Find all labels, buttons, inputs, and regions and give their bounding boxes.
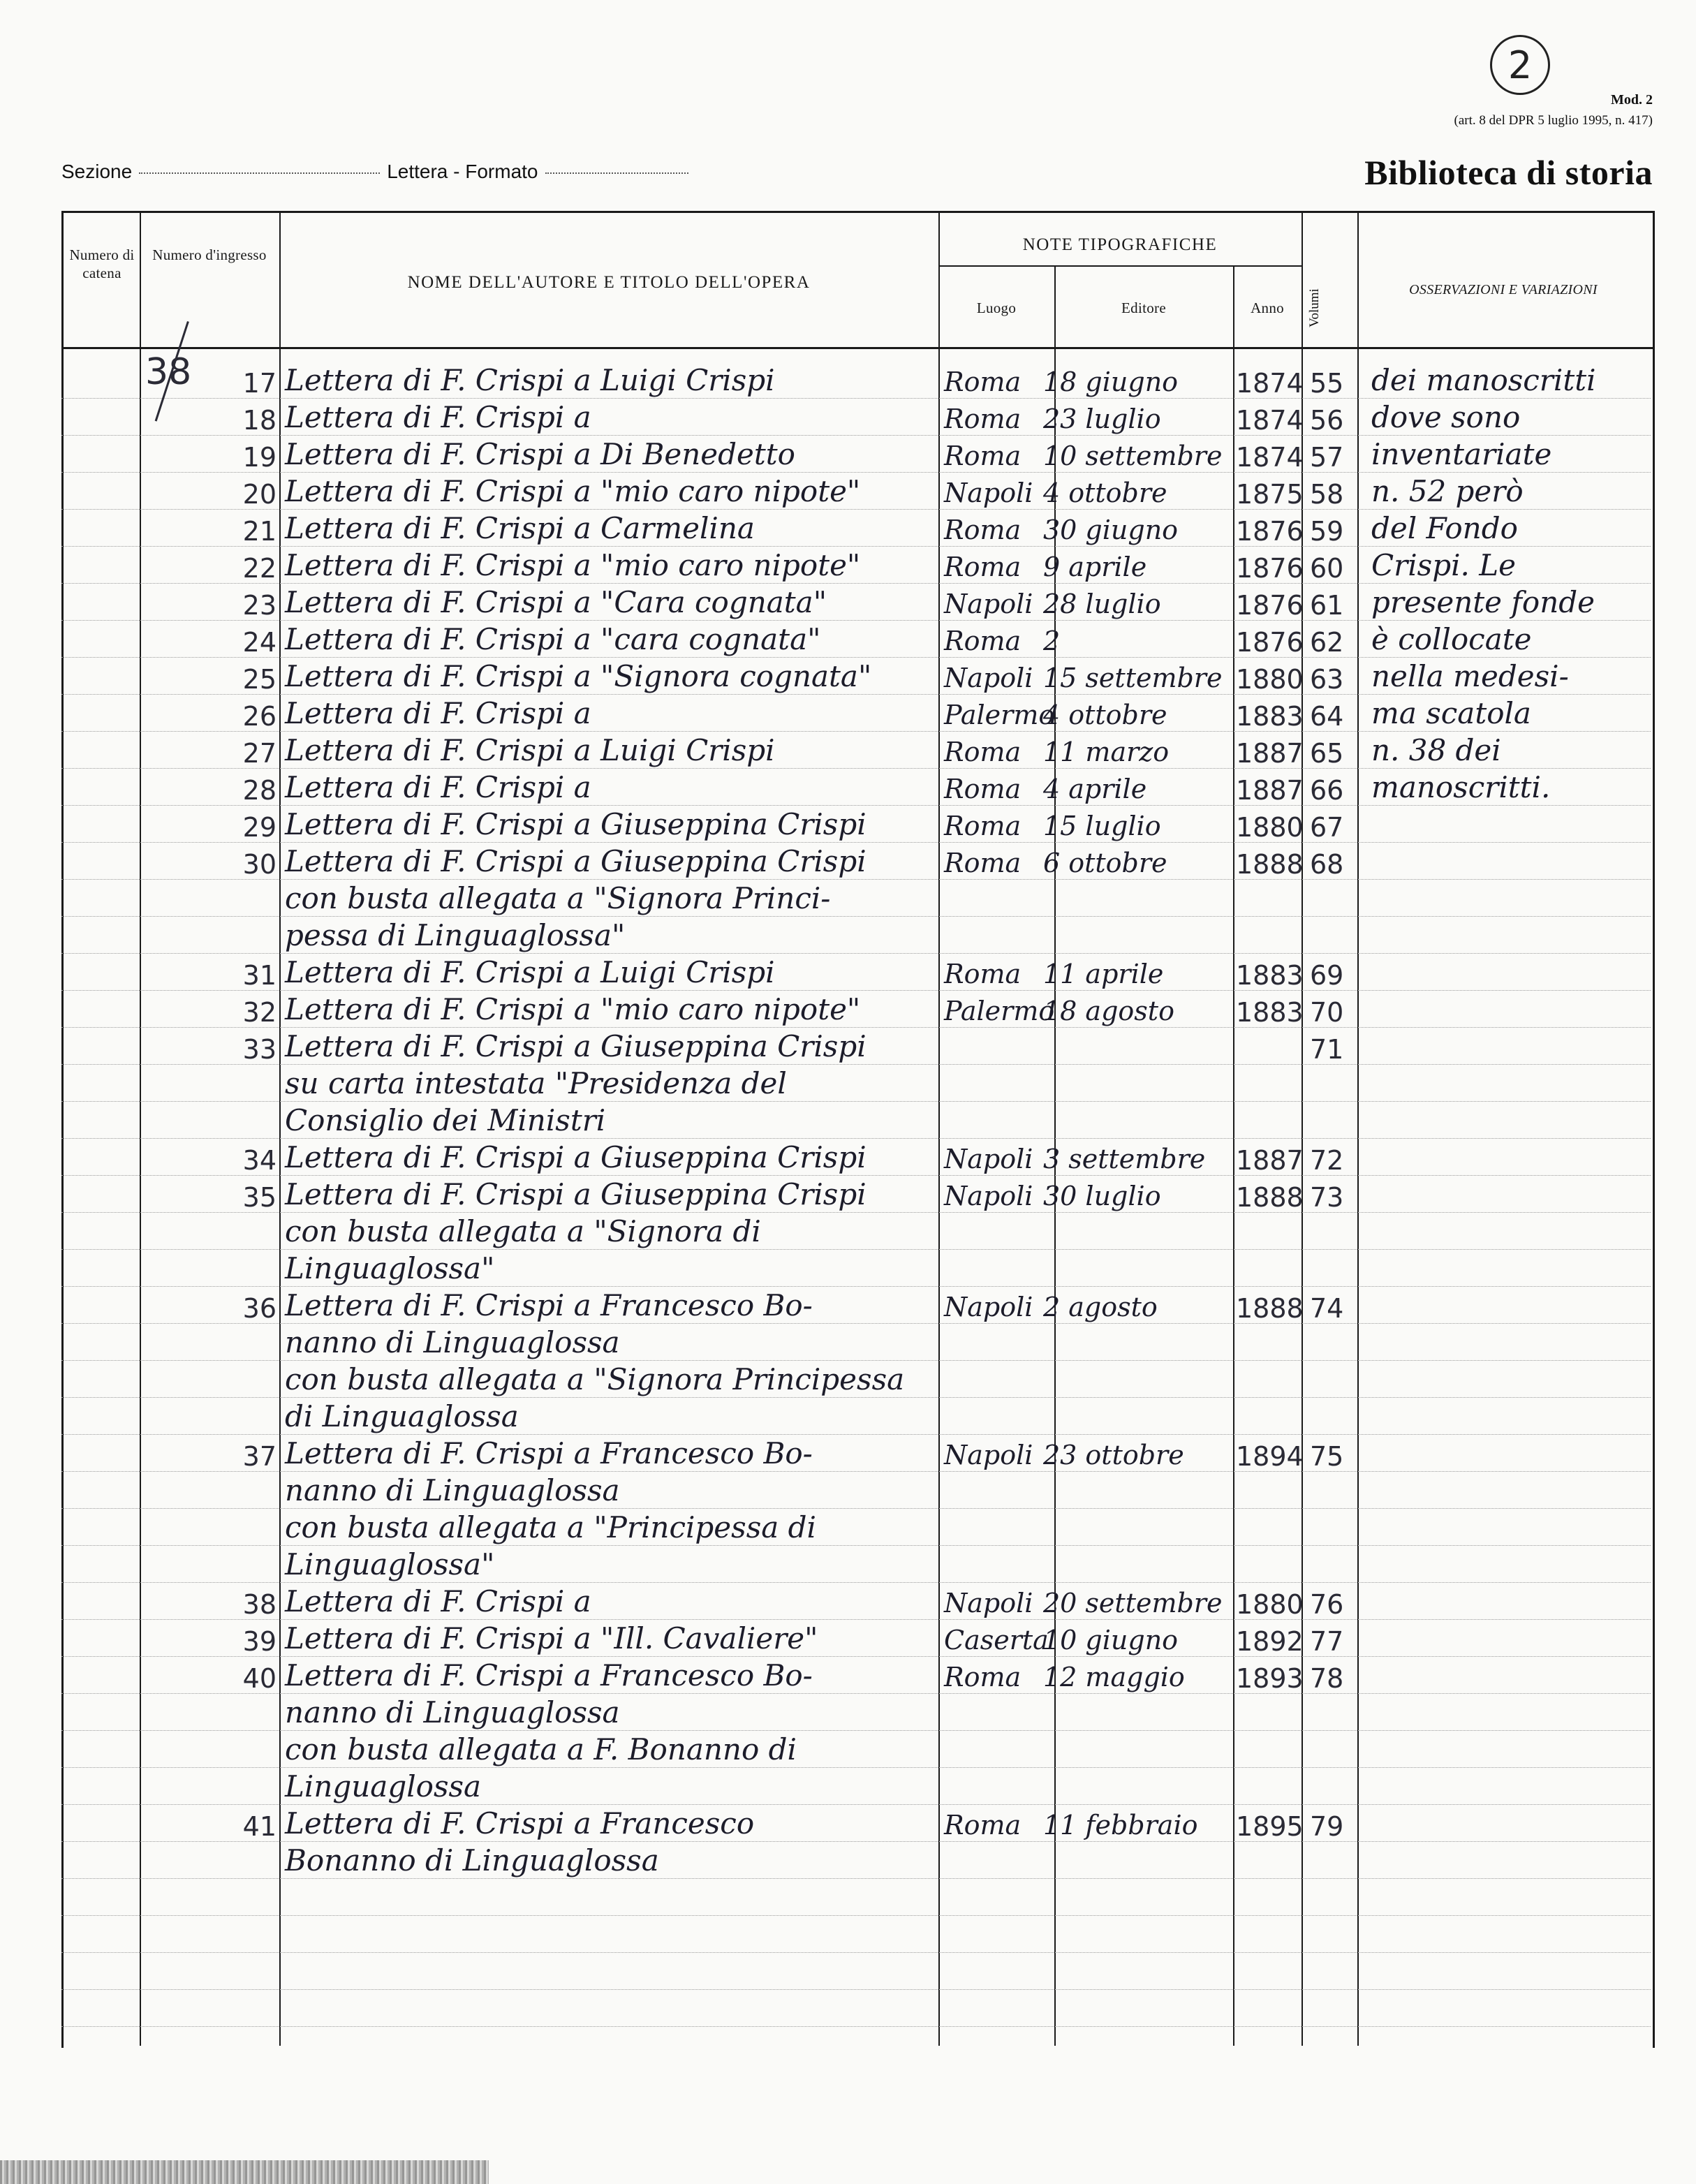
entry-volume: 68 [1310,849,1344,880]
entry-luogo: Roma [944,774,1022,804]
row-rule [61,620,1651,621]
entry-volume: 73 [1310,1182,1344,1213]
entry-title: Lettera di F. Crispi a Francesco Bo- [285,1658,813,1692]
column-line [1357,211,1359,2046]
entry-ingresso-number: 27 [242,738,276,769]
row-rule [61,1508,1651,1509]
entry-luogo: Roma [944,1662,1022,1692]
entry-anno: 1874 [1236,405,1304,436]
entry-luogo: Roma [944,737,1022,767]
entry-volume: 76 [1310,1589,1344,1620]
entry-volume: 64 [1310,701,1344,732]
entry-anno: 1888 [1236,849,1304,880]
entry-title: con busta allegata a "Signora Principessa [285,1362,905,1396]
column-line [279,211,281,2046]
header-volumi: Volumi [1307,288,1322,327]
entry-anno: 1887 [1236,1145,1304,1176]
row-rule [61,1434,1651,1435]
row-rule [61,805,1651,806]
entry-title: Linguaglossa [285,1769,482,1803]
entry-title: Lettera di F. Crispi a "mio caro nipote" [285,992,861,1026]
header-bottom-rule [61,347,1653,349]
catena-mark: 38 [145,351,192,393]
entry-title: Lettera di F. Crispi a "Ill. Cavaliere" [285,1621,818,1655]
entry-ingresso-number: 36 [242,1293,276,1324]
row-rule [61,1286,1651,1287]
observation-line: manoscritti. [1371,770,1551,804]
entry-editore-date: 9 aprile [1043,552,1147,582]
section-format-line [61,161,695,183]
row-rule [61,1693,1651,1694]
entry-anno: 1880 [1236,664,1304,695]
entry-editore-date: 10 settembre [1043,441,1223,471]
entry-ingresso-number: 29 [242,812,276,843]
entry-luogo: Palermo [944,700,1055,730]
entry-anno: 1883 [1236,960,1304,991]
entry-anno: 1875 [1236,479,1304,510]
row-rule [61,1138,1651,1139]
header-editore: Editore [1121,300,1166,316]
entry-title: con busta allegata a "Signora Princi- [285,881,831,915]
entry-title: Lettera di F. Crispi a Luigi Crispi [285,955,775,989]
entry-anno: 1880 [1236,1589,1304,1620]
mod-label: Mod. 2 [1611,92,1653,108]
entry-editore-date: 3 settembre [1043,1144,1206,1174]
entry-editore-date: 6 ottobre [1043,848,1167,878]
entry-title: Linguaglossa" [285,1251,495,1285]
entry-volume: 55 [1310,368,1344,399]
entry-luogo: Napoli [944,663,1033,693]
entry-luogo: Roma [944,811,1022,841]
entry-luogo: Napoli [944,478,1033,508]
entry-title: Lettera di F. Crispi a Francesco Bo- [285,1436,813,1470]
row-rule [61,546,1651,547]
scan-artifact [0,2160,489,2184]
row-rule [61,768,1651,769]
row-rule [61,1471,1651,1472]
entry-volume: 60 [1310,553,1344,584]
entry-anno: 1874 [1236,368,1304,399]
row-rule [61,879,1651,880]
lettera-formato-field [545,172,688,174]
entry-luogo: Roma [944,367,1022,397]
row-rule [61,509,1651,510]
entry-title: Lettera di F. Crispi a "mio caro nipote" [285,548,861,582]
entry-title: Lettera di F. Crispi a "mio caro nipote" [285,474,861,508]
entry-title: Lettera di F. Crispi a [285,1584,591,1618]
row-rule [61,1397,1651,1398]
entry-anno: 1876 [1236,553,1304,584]
entry-editore-date: 12 maggio [1043,1662,1185,1692]
entry-title: Lettera di F. Crispi a "cara cognata" [285,622,821,656]
entry-ingresso-number: 26 [242,701,276,732]
entry-ingresso-number: 34 [242,1145,276,1176]
entry-ingresso-number: 33 [242,1034,276,1065]
observation-line: n. 38 dei [1371,733,1501,767]
row-rule [61,1064,1651,1065]
entry-title: Lettera di F. Crispi a [285,770,591,804]
entry-volume: 58 [1310,479,1344,510]
observation-line: presente fonde [1371,585,1595,619]
entry-ingresso-number: 24 [242,627,276,658]
entry-editore-date: 23 ottobre [1043,1440,1184,1470]
entry-anno: 1876 [1236,590,1304,621]
entry-anno: 1876 [1236,516,1304,547]
entry-ingresso-number: 19 [242,442,276,473]
observation-line: dei manoscritti [1371,363,1596,397]
entry-editore-date: 4 ottobre [1043,478,1167,508]
entry-anno: 1883 [1236,997,1304,1028]
row-rule [61,1656,1651,1657]
decree-reference: (art. 8 del DPR 5 luglio 1995, n. 417) [1454,113,1653,128]
entry-luogo: Napoli [944,1181,1033,1211]
sezione-field [139,172,380,174]
column-line [1233,265,1234,2046]
entry-editore-date: 4 aprile [1043,774,1147,804]
entry-volume: 74 [1310,1293,1344,1324]
entry-title: nanno di Linguaglossa [285,1695,620,1729]
entry-editore-date: 2 agosto [1043,1292,1158,1322]
entry-title: nanno di Linguaglossa [285,1473,620,1507]
entry-volume: 59 [1310,516,1344,547]
entry-title: Lettera di F. Crispi a Luigi Crispi [285,733,775,767]
entry-volume: 56 [1310,405,1344,436]
entry-luogo: Napoli [944,589,1033,619]
row-rule [61,1952,1651,1953]
entry-anno: 1883 [1236,701,1304,732]
entry-anno: 1880 [1236,812,1304,843]
entry-editore-date: 2 [1043,626,1061,656]
entry-luogo: Roma [944,404,1022,434]
lettera-formato-label: Lettera - Formato [387,161,538,182]
header-anno: Anno [1251,300,1284,316]
entry-title: Lettera di F. Crispi a Giuseppina Crispi [285,807,867,841]
entry-anno: 1876 [1236,627,1304,658]
row-rule [61,1175,1651,1176]
entry-title: Lettera di F. Crispi a Di Benedetto [285,437,795,471]
entry-anno: 1887 [1236,775,1304,806]
row-rule [61,1582,1651,1583]
row-rule [61,398,1651,399]
entry-luogo: Napoli [944,1292,1033,1322]
entry-luogo: Roma [944,959,1022,989]
entry-title: Lettera di F. Crispi a Luigi Crispi [285,363,775,397]
entry-volume: 71 [1310,1034,1344,1065]
observation-line: è collocate [1371,622,1532,656]
entry-editore-date: 11 aprile [1043,959,1164,989]
observation-line: dove sono [1371,400,1521,434]
observation-line: Crispi. Le [1371,548,1516,582]
entry-ingresso-number: 22 [242,553,276,584]
entry-title: Lettera di F. Crispi a Francesco [285,1806,755,1840]
entry-ingresso-number: 40 [242,1663,276,1694]
entry-luogo: Roma [944,1810,1022,1840]
entry-title: di Linguaglossa [285,1399,519,1433]
sezione-label: Sezione [61,161,133,182]
entry-ingresso-number: 37 [242,1441,276,1472]
entry-editore-date: 30 luglio [1043,1181,1161,1211]
entry-title: Lettera di F. Crispi a [285,696,591,730]
entry-luogo: Roma [944,848,1022,878]
entry-luogo: Napoli [944,1144,1033,1174]
entry-editore-date: 11 febbraio [1043,1810,1198,1840]
entry-ingresso-number: 21 [242,516,276,547]
library-title: Biblioteca di storia [1364,153,1653,192]
observation-line: nella medesi- [1371,659,1569,693]
entry-title: Consiglio dei Ministri [285,1103,606,1137]
entry-editore-date: 11 marzo [1043,737,1170,767]
entry-volume: 72 [1310,1145,1344,1176]
row-rule [61,657,1651,658]
entry-anno: 1874 [1236,442,1304,473]
entry-title: Bonanno di Linguaglossa [285,1843,659,1877]
entry-ingresso-number: 32 [242,997,276,1028]
entry-volume: 79 [1310,1811,1344,1842]
row-rule [61,583,1651,584]
entry-luogo: Palermo [944,996,1055,1026]
header-nome-autore: NOME DELL'AUTORE E TITOLO DELL'OPERA [407,273,811,292]
row-rule [61,1767,1651,1768]
header-luogo: Luogo [976,300,1017,316]
circled-page-number: 2 [1490,35,1550,95]
observation-line: del Fondo [1371,511,1518,545]
entry-ingresso-number: 20 [242,479,276,510]
entry-anno: 1887 [1236,738,1304,769]
row-rule [61,842,1651,843]
entry-title: nanno di Linguaglossa [285,1325,620,1359]
observation-line: ma scatola [1371,696,1531,730]
row-rule [61,953,1651,954]
entry-anno: 1895 [1236,1811,1304,1842]
entry-ingresso-number: 28 [242,775,276,806]
entry-ingresso-number: 30 [242,849,276,880]
row-rule [61,1360,1651,1361]
row-rule [61,694,1651,695]
entry-title: Lettera di F. Crispi a [285,400,591,434]
entry-volume: 63 [1310,664,1344,695]
row-rule [61,1027,1651,1028]
row-rule [61,1804,1651,1805]
entry-ingresso-number: 39 [242,1626,276,1657]
entry-luogo: Napoli [944,1588,1033,1618]
entry-luogo: Roma [944,441,1022,471]
header-numero-ingresso: Numero d'ingresso [152,246,267,263]
entry-title: su carta intestata "Presidenza del [285,1066,787,1100]
entry-editore-date: 15 luglio [1043,811,1161,841]
row-rule [61,1101,1651,1102]
entry-title: con busta allegata a "Principessa di [285,1510,816,1544]
row-rule [61,990,1651,991]
row-rule [61,1212,1651,1213]
row-rule [61,435,1651,436]
entry-editore-date: 18 agosto [1043,996,1174,1026]
row-rule [61,1989,1651,1990]
entry-title: Lettera di F. Crispi a Giuseppina Crispi [285,1140,867,1174]
entry-editore-date: 30 giugno [1043,515,1179,545]
entry-editore-date: 20 settembre [1043,1588,1223,1618]
entry-title: con busta allegata a F. Bonanno di [285,1732,797,1766]
row-rule [61,2026,1651,2027]
entry-editore-date: 28 luglio [1043,589,1161,619]
entry-luogo: Caserta [944,1625,1049,1655]
entry-ingresso-number: 35 [242,1182,276,1213]
entry-ingresso-number: 17 [242,368,276,399]
entry-title: Lettera di F. Crispi a "Cara cognata" [285,585,827,619]
entry-title: Lettera di F. Crispi a Giuseppina Crispi [285,844,867,878]
entry-title: Lettera di F. Crispi a Francesco Bo- [285,1288,813,1322]
entry-ingresso-number: 38 [242,1589,276,1620]
entry-anno: 1888 [1236,1293,1304,1324]
entry-editore-date: 4 ottobre [1043,700,1167,730]
entry-volume: 62 [1310,627,1344,658]
entry-anno: 1894 [1236,1441,1304,1472]
entry-luogo: Roma [944,515,1022,545]
row-rule [61,1841,1651,1842]
entry-ingresso-number: 41 [242,1811,276,1842]
entry-anno: 1893 [1236,1663,1304,1694]
entry-title: Lettera di F. Crispi a Giuseppina Crispi [285,1177,867,1211]
entry-ingresso-number: 31 [242,960,276,991]
column-line [140,211,141,2046]
entry-volume: 77 [1310,1626,1344,1657]
note-tipografiche-divider [938,265,1302,267]
entry-volume: 61 [1310,590,1344,621]
row-rule [61,1323,1651,1324]
entry-luogo: Roma [944,552,1022,582]
entry-volume: 57 [1310,442,1344,473]
entry-volume: 66 [1310,775,1344,806]
entry-luogo: Roma [944,626,1022,656]
entry-title: Linguaglossa" [285,1547,495,1581]
entry-volume: 67 [1310,812,1344,843]
entry-ingresso-number: 25 [242,664,276,695]
row-rule [61,731,1651,732]
entry-editore-date: 18 giugno [1043,367,1179,397]
observation-line: inventariate [1371,437,1552,471]
row-rule [61,1878,1651,1879]
entry-volume: 78 [1310,1663,1344,1694]
entry-title: Lettera di F. Crispi a Carmelina [285,511,755,545]
row-rule [61,916,1651,917]
entry-ingresso-number: 23 [242,590,276,621]
entry-editore-date: 15 settembre [1043,663,1223,693]
entry-volume: 70 [1310,997,1344,1028]
header-osservazioni: OSSERVAZIONI E VARIAZIONI [1409,282,1598,297]
entry-anno: 1888 [1236,1182,1304,1213]
entry-title: Lettera di F. Crispi a "Signora cognata" [285,659,872,693]
entry-anno: 1892 [1236,1626,1304,1657]
entry-volume: 69 [1310,960,1344,991]
entry-volume: 65 [1310,738,1344,769]
header-note-tipografiche: NOTE TIPOGRAFICHE [1022,235,1218,254]
header-numero-catena: Numero di catena [69,246,135,281]
entry-ingresso-number: 18 [242,405,276,436]
row-rule [61,1619,1651,1620]
entry-title: Lettera di F. Crispi a Giuseppina Crispi [285,1029,867,1063]
row-rule [61,1915,1651,1916]
row-rule [61,1249,1651,1250]
row-rule [61,1730,1651,1731]
row-rule [61,472,1651,473]
entry-editore-date: 23 luglio [1043,404,1161,434]
row-rule [61,1545,1651,1546]
entry-luogo: Napoli [944,1440,1033,1470]
entry-volume: 75 [1310,1441,1344,1472]
entry-editore-date: 10 giugno [1043,1625,1179,1655]
column-line [938,211,940,2046]
observation-line: n. 52 però [1371,474,1524,508]
entry-title: pessa di Linguaglossa" [285,918,626,952]
entry-title: con busta allegata a "Signora di [285,1214,761,1248]
